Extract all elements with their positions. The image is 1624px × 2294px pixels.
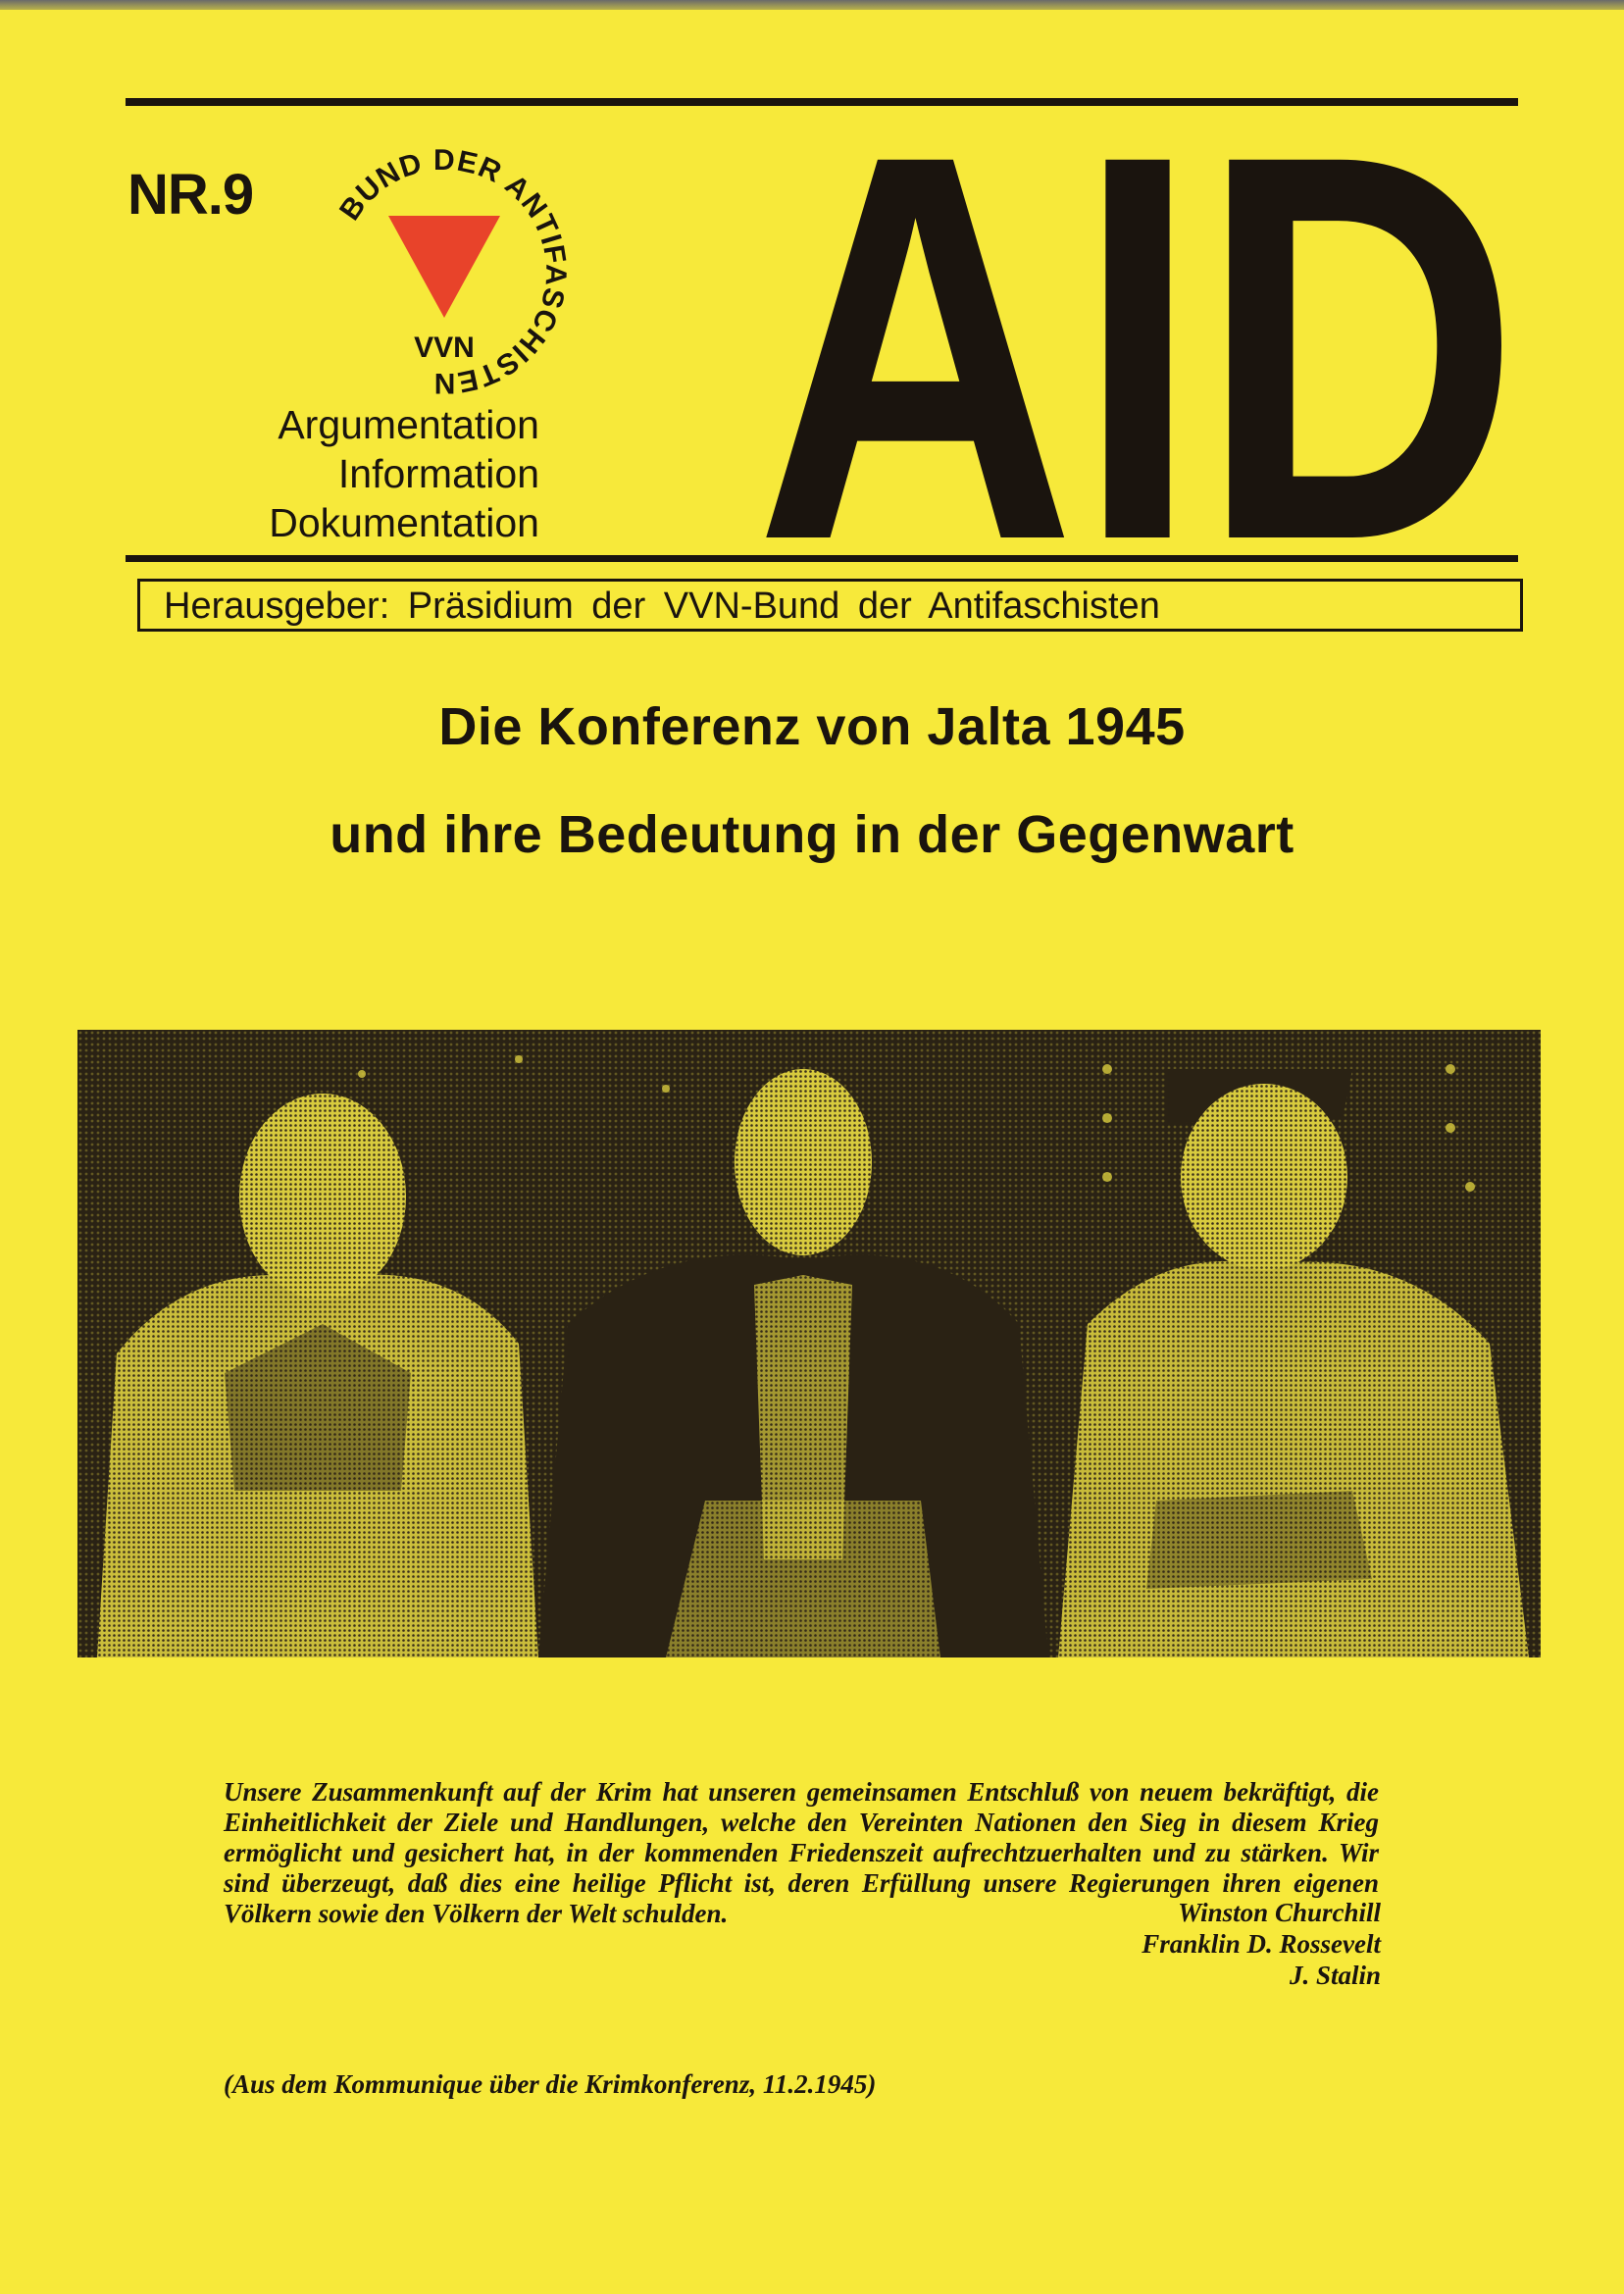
yalta-photo [77, 1030, 1541, 1657]
figure-right-tunic [1058, 1261, 1529, 1657]
masthead-title [750, 116, 1525, 552]
masthead-text: AID [755, 116, 1520, 552]
quote-source: (Aus dem Kommunique über die Krimkonferenz, 11.2.1945) [224, 2069, 877, 2099]
top-rule [126, 98, 1518, 106]
headline-line-1: Die Konferenz von Jalta 1945 [438, 697, 1186, 756]
issue-number: NR.9 [127, 163, 254, 227]
subtitle-line: Dokumentation [269, 500, 539, 545]
logo-center-text: VVN [414, 331, 475, 364]
signatory: Franklin D. Rossevelt [1142, 1929, 1381, 1959]
figure-center-head [735, 1069, 872, 1255]
signatory: J. Stalin [1289, 1961, 1381, 1990]
headline-line-2: und ihre Bedeutung in der Gegenwart [330, 805, 1294, 864]
subtitle-block [196, 400, 539, 547]
communique-quote: Unsere Zusammenkunft auf der Krim hat unseren gemeinsamen Entschluß von neuem bekräftigt, die Einheitlichkeit der Ziele und Handlungen, welche den Vereinten Nationen den Sieg in diesem Krieg ermöglicht und gesichert hat, in der kommenden Friedenszeit aufrechtzuerhalten und zu stärken. Wir sind überzeugt, daß dies eine heilige Pflicht ist, deren Erfüllung unsere Regierungen ihren eigenen Völkern sowie den Völkern der Welt schulden. [224, 1777, 1379, 1928]
page-edge [0, 0, 1624, 10]
subtitle-line: Argumentation [278, 402, 539, 447]
vvn-logo-icon [312, 139, 577, 404]
subtitle-line: Information [337, 451, 539, 496]
red-triangle-icon [388, 216, 500, 318]
figure-right-head [1181, 1084, 1347, 1270]
logo-ring-text: BUND DER ANTIFASCHISTEN [333, 143, 573, 400]
publisher-box: Herausgeber: Präsidium der VVN-Bund der Antifaschisten [137, 579, 1523, 632]
masthead-rule [126, 555, 1518, 562]
signatory: Winston Churchill [1178, 1898, 1381, 1927]
figure-left-head [239, 1094, 406, 1300]
